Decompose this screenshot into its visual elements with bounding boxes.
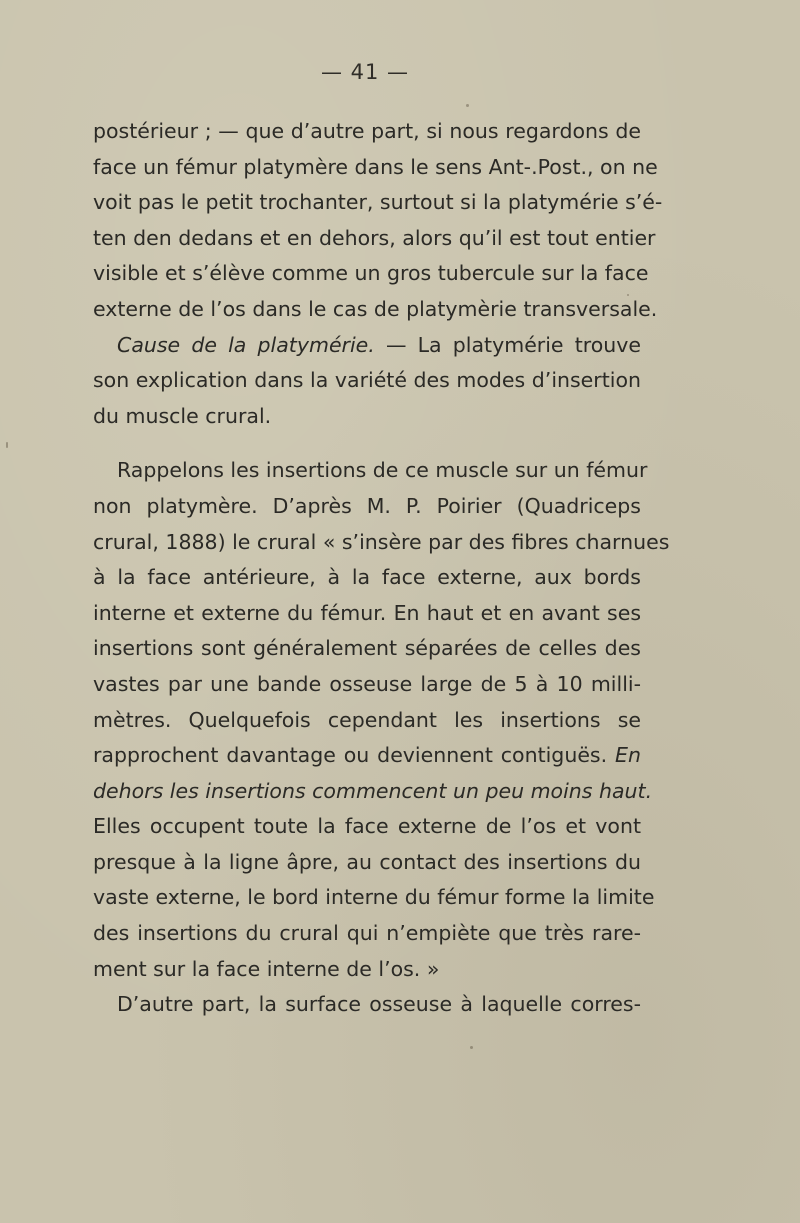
italic-run: En bbox=[615, 743, 641, 768]
italic-run: dehors les insertions commencent un peu moins haut. bbox=[93, 778, 653, 803]
text-line: Rappelons les insertions de ce muscle sur un fémur bbox=[117, 458, 648, 483]
paragraph-2 bbox=[93, 328, 641, 435]
paper-speck bbox=[6, 442, 8, 448]
text-line: postérieur ; — que d’autre part, si nous regardons de bbox=[93, 119, 641, 143]
text-line: son explication dans la variété des modes d’insertion bbox=[93, 368, 641, 393]
text-line: insertions sont généralement séparées de celles des bbox=[93, 636, 641, 661]
text-line: à la face antérieure, à la face externe, aux bords bbox=[93, 565, 641, 590]
paragraph-3 bbox=[93, 453, 670, 987]
paper-speck bbox=[470, 1046, 473, 1049]
text-line: presque à la ligne âpre, au contact des insertions du bbox=[93, 849, 641, 874]
text-line: D’autre part, la surface osseuse à laquelle corres- bbox=[117, 992, 641, 1017]
text-line: crural, 1888) le crural « s’insère par des fibres charnues bbox=[93, 529, 670, 554]
text-line: du muscle crural. bbox=[93, 403, 272, 428]
text-line bbox=[93, 774, 653, 810]
text-line: mètres. Quelquefois cependant les insertions se bbox=[93, 707, 641, 732]
paper-speck bbox=[627, 294, 629, 296]
text-line bbox=[93, 738, 641, 774]
text-line: des insertions du crural qui n’empiète que très rare- bbox=[93, 921, 641, 946]
text-run: rapprochent davantage ou deviennent contiguës. bbox=[93, 743, 608, 768]
text-run: — La platymérie trouve bbox=[374, 332, 641, 357]
text-line: externe de l’os dans le cas de platymèrie transversale. bbox=[93, 296, 658, 321]
text-line: visible et s’élève comme un gros tubercule sur la face bbox=[93, 261, 649, 286]
text-line: ten den dedans et en dehors, alors qu’il est tout entier bbox=[93, 225, 656, 250]
paper-speck bbox=[466, 104, 469, 107]
text-line: voit pas le petit trochanter, surtout si la platymérie s’é- bbox=[93, 190, 663, 215]
text-line: interne et externe du fémur. En haut et en avant ses bbox=[93, 600, 641, 625]
text-line bbox=[93, 328, 641, 364]
text-line: non platymère. D’après M. P. Poirier (Quadriceps bbox=[93, 493, 641, 518]
page-number: — 41 — bbox=[320, 60, 410, 84]
paragraph-4 bbox=[93, 987, 641, 1023]
text-line: vastes par une bande osseuse large de 5 à 10 milli- bbox=[93, 671, 641, 696]
body-text bbox=[93, 114, 670, 1023]
text-line: vaste externe, le bord interne du fémur forme la limite bbox=[93, 885, 655, 910]
text-line: ment sur la face interne de l’os. » bbox=[93, 956, 440, 981]
text-line: Elles occupent toute la face externe de l’os et vont bbox=[93, 814, 641, 839]
text-line: face un fémur platymère dans le sens Ant-.Post., on ne bbox=[93, 154, 658, 179]
section-heading: Cause de la platymérie. bbox=[117, 332, 375, 357]
paragraph-gap bbox=[93, 434, 641, 453]
paragraph-1 bbox=[93, 114, 663, 328]
